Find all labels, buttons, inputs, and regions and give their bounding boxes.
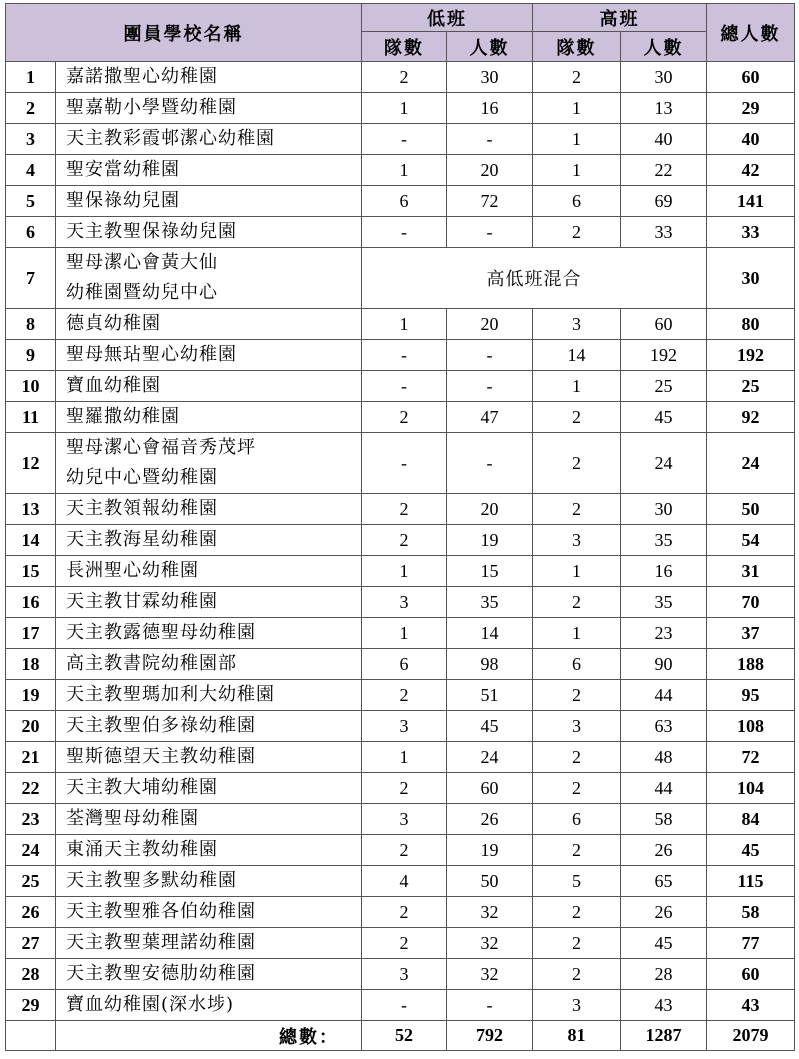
total-cell: 60 [707,959,795,990]
high-people-cell: 60 [621,309,707,340]
high-teams-cell: 1 [533,93,621,124]
row-number: 11 [6,402,56,433]
low-people-cell: - [447,340,533,371]
high-teams-cell: 2 [533,928,621,959]
high-people-cell: 44 [621,773,707,804]
table-row [6,618,795,649]
table-row [6,340,795,371]
low-people-cell: 20 [447,494,533,525]
row-number: 1 [6,62,56,93]
row-number: 7 [6,248,56,309]
low-people-cell: - [447,371,533,402]
row-number: 19 [6,680,56,711]
low-teams-cell: 2 [362,494,447,525]
school-name-cell: 聖斯德望天主教幼稚園 [56,742,362,773]
high-people-cell: 69 [621,186,707,217]
low-teams-cell: 2 [362,62,447,93]
table-row [6,93,795,124]
low-teams-cell: - [362,217,447,248]
table-row [6,587,795,618]
school-name-cell: 天主教聖保祿幼兒園 [56,217,362,248]
table-row [6,371,795,402]
table-row [6,928,795,959]
low-teams-cell: 3 [362,959,447,990]
low-teams-cell: 1 [362,93,447,124]
school-name-cell: 聖母無玷聖心幼稚園 [56,340,362,371]
row-number: 20 [6,711,56,742]
summary-low-people: 792 [447,1021,533,1051]
total-cell: 60 [707,62,795,93]
school-name-cell: 長洲聖心幼稚園 [56,556,362,587]
low-teams-cell: 2 [362,897,447,928]
row-number: 5 [6,186,56,217]
total-cell: 104 [707,773,795,804]
high-teams-header: 隊數 [533,32,621,62]
low-people-cell: 47 [447,402,533,433]
school-name-cell: 天主教聖瑪加利大幼稚園 [56,680,362,711]
total-cell: 42 [707,155,795,186]
total-cell: 31 [707,556,795,587]
high-people-cell: 28 [621,959,707,990]
school-name-cell: 天主教露德聖母幼稚園 [56,618,362,649]
high-people-cell: 25 [621,371,707,402]
low-people-cell: 32 [447,959,533,990]
row-number: 14 [6,525,56,556]
school-name-cell: 嘉諾撒聖心幼稚園 [56,62,362,93]
school-name-line: 幼兒中心暨幼稚園 [66,467,218,488]
high-teams-cell: 1 [533,556,621,587]
high-teams-cell: 2 [533,680,621,711]
school-name-line: 聖母潔心會黃大仙 [66,252,218,273]
total-people-header: 總人數 [707,4,795,62]
low-people-cell: 32 [447,928,533,959]
low-teams-cell: 3 [362,804,447,835]
school-name-cell: 聖嘉勒小學暨幼稚園 [56,93,362,124]
row-number: 29 [6,990,56,1021]
low-people-cell: 60 [447,773,533,804]
low-people-cell: 98 [447,649,533,680]
table-row [6,124,795,155]
high-teams-cell: 2 [533,959,621,990]
high-teams-cell: 2 [533,433,621,494]
low-teams-cell: 1 [362,618,447,649]
table-row [6,804,795,835]
low-people-cell: - [447,433,533,494]
school-name-cell: 天主教聖葉理諾幼稚園 [56,928,362,959]
school-name-cell: 天主教聖伯多祿幼稚園 [56,711,362,742]
total-cell: 72 [707,742,795,773]
row-number: 22 [6,773,56,804]
high-teams-cell: 2 [533,494,621,525]
low-people-cell: 50 [447,866,533,897]
total-cell: 188 [707,649,795,680]
table-body [6,62,795,1021]
table-row [6,248,795,309]
table-row [6,309,795,340]
school-table [5,3,795,1051]
table-row [6,62,795,93]
summary-high-teams: 81 [533,1021,621,1051]
mixed-class-cell: 高低班混合 [362,248,707,309]
row-number: 10 [6,371,56,402]
table-row [6,680,795,711]
total-cell: 58 [707,897,795,928]
table-row [6,742,795,773]
low-people-cell: 16 [447,93,533,124]
school-name-cell: 天主教聖多默幼稚園 [56,866,362,897]
table-row [6,990,795,1021]
table-row [6,773,795,804]
table-row [6,433,795,494]
table-row [6,897,795,928]
low-people-cell: 35 [447,587,533,618]
total-cell: 54 [707,525,795,556]
total-cell: 45 [707,835,795,866]
row-number: 12 [6,433,56,494]
high-people-cell: 30 [621,494,707,525]
high-people-cell: 48 [621,742,707,773]
high-teams-cell: 14 [533,340,621,371]
total-cell: 33 [707,217,795,248]
low-class-header: 低班 [362,4,533,32]
table-row [6,217,795,248]
summary-low-teams: 52 [362,1021,447,1051]
school-name-cell: 聖羅撒幼稚園 [56,402,362,433]
school-name-cell: 聖安當幼稚園 [56,155,362,186]
total-cell: 43 [707,990,795,1021]
table-row [6,155,795,186]
high-teams-cell: 3 [533,711,621,742]
summary-label: 總數： [56,1021,362,1051]
low-people-cell: 24 [447,742,533,773]
row-number: 6 [6,217,56,248]
high-teams-cell: 3 [533,525,621,556]
school-name-header: 團員學校名稱 [6,4,362,62]
low-people-cell: 15 [447,556,533,587]
high-people-cell: 58 [621,804,707,835]
high-people-cell: 26 [621,897,707,928]
high-people-cell: 44 [621,680,707,711]
high-people-cell: 13 [621,93,707,124]
row-number: 28 [6,959,56,990]
low-teams-cell: 1 [362,742,447,773]
high-people-cell: 26 [621,835,707,866]
row-number: 17 [6,618,56,649]
row-number: 24 [6,835,56,866]
row-number: 27 [6,928,56,959]
low-teams-cell: - [362,124,447,155]
summary-high-people: 1287 [621,1021,707,1051]
high-class-header: 高班 [533,4,707,32]
high-teams-cell: 6 [533,649,621,680]
header-row-top [6,4,795,32]
high-people-cell: 30 [621,62,707,93]
school-name-cell: 東涌天主教幼稚園 [56,835,362,866]
row-number: 18 [6,649,56,680]
high-teams-cell: 2 [533,587,621,618]
row-number: 13 [6,494,56,525]
low-teams-cell: 2 [362,680,447,711]
school-name-cell: 天主教聖安德肋幼稚園 [56,959,362,990]
high-people-cell: 40 [621,124,707,155]
total-cell: 92 [707,402,795,433]
low-people-cell: 30 [447,62,533,93]
low-teams-cell: 3 [362,711,447,742]
table-row [6,835,795,866]
school-name-cell: 天主教彩霞邨潔心幼稚園 [56,124,362,155]
high-people-cell: 24 [621,433,707,494]
table-row [6,402,795,433]
low-people-cell: 51 [447,680,533,711]
row-number: 4 [6,155,56,186]
total-cell: 77 [707,928,795,959]
high-teams-cell: 3 [533,990,621,1021]
high-teams-cell: 1 [533,155,621,186]
row-number: 3 [6,124,56,155]
high-people-header: 人數 [621,32,707,62]
high-people-cell: 90 [621,649,707,680]
low-teams-cell: 6 [362,649,447,680]
low-people-cell: 20 [447,309,533,340]
high-teams-cell: 2 [533,835,621,866]
school-name-cell: 德貞幼稚園 [56,309,362,340]
table-row [6,866,795,897]
table-row [6,649,795,680]
low-teams-cell: - [362,990,447,1021]
school-name-line: 幼稚園暨幼兒中心 [66,282,218,303]
total-cell: 24 [707,433,795,494]
low-people-header: 人數 [447,32,533,62]
low-teams-cell: - [362,433,447,494]
low-teams-cell: 2 [362,773,447,804]
summary-row [6,1021,795,1051]
row-number: 23 [6,804,56,835]
school-name-cell: 聖保祿幼兒園 [56,186,362,217]
high-teams-cell: 2 [533,217,621,248]
total-cell: 30 [707,248,795,309]
low-teams-cell: 2 [362,402,447,433]
high-teams-cell: 3 [533,309,621,340]
low-teams-header: 隊數 [362,32,447,62]
high-people-cell: 23 [621,618,707,649]
low-people-cell: - [447,124,533,155]
low-teams-cell: 4 [362,866,447,897]
low-teams-cell: 2 [362,525,447,556]
table-row [6,494,795,525]
school-name-cell: 荃灣聖母幼稚園 [56,804,362,835]
row-number: 8 [6,309,56,340]
row-number: 2 [6,93,56,124]
high-teams-cell: 2 [533,773,621,804]
total-cell: 29 [707,93,795,124]
low-people-cell: 14 [447,618,533,649]
low-teams-cell: 2 [362,835,447,866]
low-people-cell: 45 [447,711,533,742]
row-number: 26 [6,897,56,928]
low-people-cell: 19 [447,525,533,556]
low-teams-cell: 6 [362,186,447,217]
total-cell: 108 [707,711,795,742]
row-number: 15 [6,556,56,587]
high-people-cell: 45 [621,402,707,433]
total-cell: 50 [707,494,795,525]
low-people-cell: 19 [447,835,533,866]
high-people-cell: 35 [621,587,707,618]
summary-empty-cell [6,1021,56,1051]
table-row [6,186,795,217]
low-teams-cell: 1 [362,155,447,186]
low-people-cell: 26 [447,804,533,835]
summary-total: 2079 [707,1021,795,1051]
school-name-cell: 天主教海星幼稚園 [56,525,362,556]
high-teams-cell: 5 [533,866,621,897]
table-row [6,711,795,742]
total-cell: 84 [707,804,795,835]
high-people-cell: 65 [621,866,707,897]
high-teams-cell: 2 [533,62,621,93]
high-people-cell: 192 [621,340,707,371]
row-number: 21 [6,742,56,773]
low-people-cell: - [447,990,533,1021]
high-teams-cell: 6 [533,804,621,835]
high-teams-cell: 1 [533,618,621,649]
high-teams-cell: 2 [533,742,621,773]
high-people-cell: 43 [621,990,707,1021]
row-number: 16 [6,587,56,618]
low-teams-cell: 1 [362,309,447,340]
total-cell: 192 [707,340,795,371]
high-teams-cell: 2 [533,897,621,928]
row-number: 9 [6,340,56,371]
low-teams-cell: 3 [362,587,447,618]
school-name-cell: 寶血幼稚園(深水埗) [56,990,362,1021]
low-teams-cell: - [362,371,447,402]
table-row [6,556,795,587]
high-teams-cell: 6 [533,186,621,217]
low-people-cell: 20 [447,155,533,186]
high-people-cell: 33 [621,217,707,248]
school-name-cell: 天主教大埔幼稚園 [56,773,362,804]
school-name-cell: 寶血幼稚園 [56,371,362,402]
total-cell: 70 [707,587,795,618]
high-people-cell: 63 [621,711,707,742]
school-name-line: 聖母潔心會福音秀茂坪 [66,437,256,458]
total-cell: 37 [707,618,795,649]
total-cell: 40 [707,124,795,155]
total-cell: 25 [707,371,795,402]
high-people-cell: 22 [621,155,707,186]
school-name-cell [56,248,362,309]
school-name-cell: 天主教甘霖幼稚園 [56,587,362,618]
high-people-cell: 35 [621,525,707,556]
school-name-cell [56,433,362,494]
high-teams-cell: 2 [533,402,621,433]
low-teams-cell: 2 [362,928,447,959]
low-people-cell: 72 [447,186,533,217]
high-people-cell: 45 [621,928,707,959]
school-name-cell: 天主教聖雅各伯幼稚園 [56,897,362,928]
high-people-cell: 16 [621,556,707,587]
total-cell: 141 [707,186,795,217]
total-cell: 115 [707,866,795,897]
total-cell: 80 [707,309,795,340]
row-number: 25 [6,866,56,897]
school-name-cell: 高主教書院幼稚園部 [56,649,362,680]
table-row [6,959,795,990]
table-row [6,525,795,556]
school-name-cell: 天主教領報幼稚園 [56,494,362,525]
low-teams-cell: 1 [362,556,447,587]
high-teams-cell: 1 [533,371,621,402]
total-cell: 95 [707,680,795,711]
low-people-cell: 32 [447,897,533,928]
low-people-cell: - [447,217,533,248]
high-teams-cell: 1 [533,124,621,155]
low-teams-cell: - [362,340,447,371]
